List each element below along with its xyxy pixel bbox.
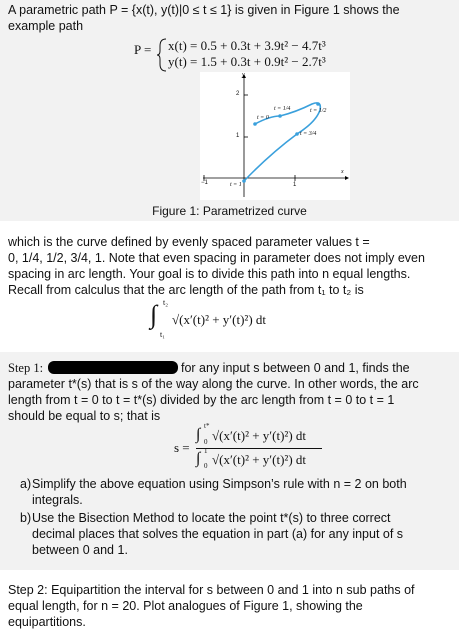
denominator: √(x′(t)² + y′(t)²) dt: [212, 452, 307, 467]
item-b-line-2: decimal places that solves the equation in part (a) for any input of s: [32, 527, 404, 541]
figure-plot: [200, 72, 350, 200]
figure-caption: Figure 1: Parametrized curve: [152, 204, 307, 218]
step1-line-1: for any input s between 0 and 1, finds the: [181, 361, 410, 375]
redaction-bar: [48, 361, 178, 374]
fraction-bar: [196, 448, 322, 449]
marker-t34: [295, 132, 299, 136]
integral-upper: t₂: [163, 298, 169, 307]
tick-x-neg1: −1: [201, 180, 208, 186]
den-integral-sign-icon: ∫: [196, 450, 201, 467]
mid-line-1: which is the curve defined by evenly spaced parameter values t =: [8, 235, 370, 249]
param-eq-x: x(t) = 0.5 + 0.3t + 3.9t² − 4.7t³: [168, 38, 326, 53]
step2-line-3: equipartitions.: [8, 615, 86, 629]
param-eq-lhs: P =: [134, 42, 152, 57]
item-b-label: b): [20, 511, 32, 525]
label-t0: t = 0: [257, 115, 269, 121]
intro-line-1: A parametric path P = {x(t), y(t)|0 ≤ t ≤ 1} is given in Figure 1 shows the: [8, 3, 400, 17]
step2-panel: [0, 570, 459, 635]
integral-lower: t₁: [160, 330, 166, 339]
step1-prefix: Step 1:: [8, 361, 44, 375]
marker-t0: [253, 122, 257, 126]
den-upper: 1: [204, 447, 208, 455]
label-t1: t = 1: [230, 182, 242, 188]
numerator: √(x′(t)² + y′(t)²) dt: [212, 428, 307, 443]
step2-line-2: equal length, for n = 20. Plot analogues of Figure 1, showing the: [8, 599, 363, 613]
s-eq-lhs: s =: [174, 440, 190, 455]
figure-1: [200, 72, 350, 200]
parametric-curve: [244, 103, 320, 181]
item-a-line-2: integrals.: [32, 493, 83, 507]
step1-line-3: length from t = 0 to t = t*(s) divided by the arc length from t = 0 to t = 1: [8, 393, 395, 407]
step1-line-2: parameter t*(s) that is s of the way along the curve. In other words, the arc: [8, 377, 419, 391]
x-axis-label: x: [341, 169, 344, 175]
num-lower: 0: [204, 438, 208, 446]
den-lower: 0: [204, 462, 208, 470]
integral-sign-icon: ∫: [150, 300, 158, 329]
marker-t1: [242, 179, 246, 183]
label-t14: t = 1/4: [274, 106, 291, 112]
num-integral-sign-icon: ∫: [196, 426, 201, 443]
step1-panel: [0, 352, 459, 570]
left-brace-icon: [156, 38, 168, 72]
step2-line-1: Step 2: Equipartition the interval for s between 0 and 1 into n sub paths of: [8, 583, 415, 597]
item-a-label: a): [20, 477, 32, 491]
num-upper: t*: [204, 422, 210, 430]
mid-line-4: Recall from calculus that the arc length of the path from t₁ to t₂ is: [8, 283, 364, 297]
tick-y-2: 2: [236, 91, 240, 97]
label-t12: t = 1/2: [310, 108, 327, 114]
mid-line-2: 0, 1/4, 1/2, 3/4, 1. Note that even spacing in parameter does not imply even: [8, 251, 425, 265]
x-axis-arrow-icon: [345, 176, 349, 180]
mid-line-3: spacing in arc length. Your goal is to divide this path into n equal lengths.: [8, 267, 411, 281]
intro-panel: [0, 0, 459, 221]
arc-length-integrand: √(x′(t)² + y′(t)²) dt: [172, 312, 267, 327]
item-b-line-3: between 0 and 1.: [32, 543, 128, 557]
intro-line-2: example path: [8, 19, 84, 33]
y-axis-label: y: [242, 72, 245, 78]
label-t34: t = 3/4: [300, 131, 317, 137]
marker-t12: [316, 102, 320, 106]
arc-length-panel: [0, 222, 459, 352]
tick-y-1: 1: [236, 133, 240, 139]
item-a-line-1: Simplify the above equation using Simpson’s rule with n = 2 on both: [32, 477, 407, 491]
tick-x-1: 1: [293, 182, 297, 188]
step1-line-4: should be equal to s; that is: [8, 409, 161, 423]
marker-t14: [278, 114, 282, 118]
param-eq-y: y(t) = 1.5 + 0.3t + 0.9t² − 2.7t³: [168, 54, 326, 69]
item-b-line-1: Use the Bisection Method to locate the point t*(s) to three correct: [32, 511, 391, 525]
